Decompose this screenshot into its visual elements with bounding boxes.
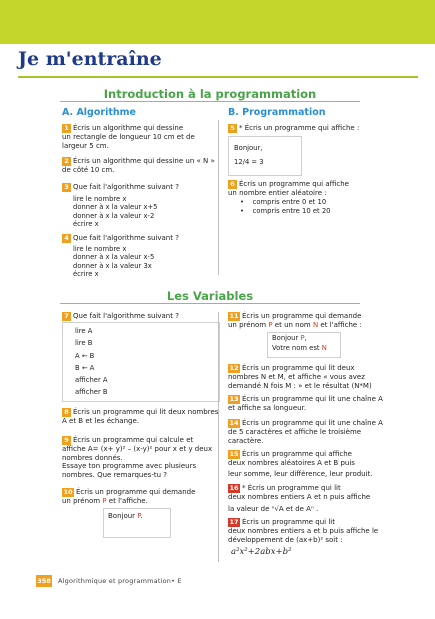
column-divider: [218, 120, 219, 275]
exercise-6: 6 Écris un programme qui affiche un nombre entier aléatoire :: [228, 180, 349, 197]
footer-chapter: Algorithmique et programmation• E: [58, 577, 182, 585]
exercise-14: 14 Écris un programme qui lit une chaîne A de 5 caractères et affiche le troisième caractère.: [228, 419, 383, 445]
exercise-4-algorithm: lire le nombre x donner à x la valeur x-5 donner à x la valeur 3x écrire x: [73, 245, 155, 278]
exercise-number: 2: [62, 157, 71, 166]
exercise-8: 8 Écris un programme qui lit deux nombres A et B et les échange.: [62, 408, 219, 425]
variables-section-title: Les Variables: [166, 289, 254, 303]
exercise-number: 8: [62, 408, 71, 417]
exercise-11: 11 Écris un programme qui demande un prénom P et un nom N et l'affiche :: [228, 312, 362, 329]
programmation-heading: B. Programmation: [228, 107, 326, 118]
exercise-5-output-box: Bonjour, 12/4 = 3: [228, 136, 302, 176]
exercise-5: 5 * Écris un programme qui affiche :: [228, 124, 359, 133]
exercise-number: 16: [229, 484, 239, 492]
exercise-number: 14: [229, 419, 239, 427]
exercise-15: 15 Écris un programme qui affiche deux nombres aléatoires A et B puis leur somme, leur différence, leur produit.: [228, 450, 373, 478]
exercise-17-formula: a²x²+2abx+b²: [231, 547, 292, 557]
exercise-13: 13 Écris un programme qui lit une chaîne A et affiche sa longueur.: [228, 395, 383, 412]
variables-column-divider: [218, 312, 219, 562]
exercise-number: 17: [229, 518, 239, 526]
exercise-number: 10: [63, 488, 73, 496]
exercise-6-bullets: • compris entre 0 et 10 • compris entre 10 et 20: [240, 198, 331, 215]
exercise-10-output-box: Bonjour P.: [103, 508, 171, 538]
page-number: 358: [37, 577, 51, 585]
exercise-4: 4 Que fait l'algorithme suivant ?: [62, 234, 179, 243]
exercise-number: 1: [62, 124, 71, 133]
top-banner: [0, 0, 435, 44]
exercise-12: 12 Écris un programme qui lit deux nombres N et M, et affiche « vous avez demandé N fois M : » et le résultat (N*M): [228, 364, 372, 390]
exercise-17: 17 Écris un programme qui lit deux nombres entiers a et b puis affiche le développement de (ax+b)² soit :: [228, 518, 379, 544]
exercise-2: 2 Écris un algorithme qui dessine un « N » de côté 10 cm.: [62, 157, 215, 174]
exercise-7: 7 Que fait l'algorithme suivant ?: [62, 312, 179, 321]
exercise-10: 10 Écris un programme qui demande un prénom P et l'affiche.: [62, 488, 196, 505]
intro-section-title: Introduction à la programmation: [103, 87, 317, 101]
exercise-16: 16 * Écris un programme qui lit deux nombres entiers A et n puis affiche la valeur de ⁿ√A et de Aⁿ .: [228, 484, 371, 513]
exercise-1: 1 Écris un algorithme qui dessine un rectangle de longueur 10 cm et de largeur 5 cm.: [62, 124, 195, 150]
exercise-number: 13: [229, 395, 239, 403]
exercise-number: 9: [62, 436, 71, 445]
algorithme-heading: A. Algorithme: [62, 107, 136, 118]
variables-rule: [60, 303, 360, 304]
exercise-number: 12: [229, 364, 239, 372]
exercise-number: 5: [228, 124, 237, 133]
exercise-11-output-box: Bonjour P, Votre nom est N: [267, 332, 341, 358]
exercise-number: 11: [229, 312, 239, 320]
exercise-number: 7: [62, 312, 71, 321]
exercise-number: 3: [62, 183, 71, 192]
title-underline: [18, 76, 418, 78]
exercise-number: 6: [228, 180, 237, 189]
exercise-7-algorithm-box: lire A lire B A ← B B ← A afficher A afficher B: [62, 322, 220, 402]
exercise-number: 15: [229, 450, 239, 458]
exercise-3-algorithm: lire le nombre x donner à x la valeur x+5 donner à x la valeur x-2 écrire x: [73, 195, 158, 228]
exercise-3: 3 Que fait l'algorithme suivant ?: [62, 183, 179, 192]
exercise-number: 4: [62, 234, 71, 243]
page-title: Je m'entraîne: [18, 48, 162, 70]
exercise-9: 9 Écris un programme qui calcule et affiche A= (x+ y)² – (x-y)² pour x et y deux nombres donnés. Essaye ton programme avec plusieurs nombres. Que remarques-tu ?: [62, 436, 213, 479]
intro-rule: [60, 101, 360, 102]
